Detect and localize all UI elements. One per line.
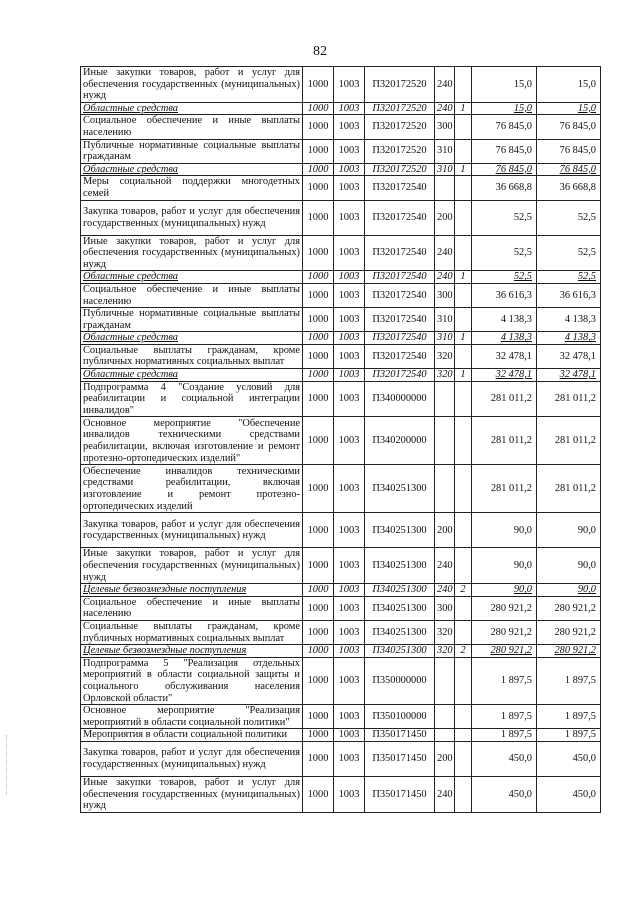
- cell-value-2: 52,5: [537, 235, 601, 271]
- cell-pr: 1003: [334, 369, 365, 382]
- cell-vr: 240: [435, 235, 455, 271]
- cell-vr: 320: [435, 369, 455, 382]
- cell-rz: 1000: [303, 235, 334, 271]
- cell-vr: [435, 417, 455, 465]
- cell-pr: 1003: [334, 344, 365, 368]
- cell-value-1: 76 845,0: [472, 139, 537, 163]
- cell-pr: 1003: [334, 465, 365, 513]
- cell-name: Подпрограмма 4 "Создание условий для реабилитации и социальной интеграции инвалидов": [81, 381, 303, 417]
- cell-vr: 320: [435, 645, 455, 658]
- cell-pr: 1003: [334, 705, 365, 729]
- page-number: 82: [313, 44, 327, 59]
- cell-value-2: 52,5: [537, 271, 601, 284]
- table-row: [81, 332, 601, 345]
- cell-rz: 1000: [303, 67, 334, 103]
- budget-table: [80, 66, 601, 813]
- cell-src: [455, 548, 472, 584]
- cell-csr: П320172540: [365, 344, 435, 368]
- cell-src: [455, 705, 472, 729]
- cell-csr: П350171450: [365, 729, 435, 742]
- cell-csr: П320172540: [365, 200, 435, 235]
- cell-value-2: 76 845,0: [537, 139, 601, 163]
- cell-value-2: 15,0: [537, 67, 601, 103]
- cell-value-2: 450,0: [537, 741, 601, 776]
- cell-value-1: 450,0: [472, 741, 537, 776]
- cell-value-1: 4 138,3: [472, 332, 537, 345]
- cell-vr: 310: [435, 139, 455, 163]
- cell-rz: 1000: [303, 705, 334, 729]
- cell-src: [455, 139, 472, 163]
- cell-value-1: 450,0: [472, 776, 537, 812]
- cell-vr: [435, 729, 455, 742]
- cell-value-2: 76 845,0: [537, 115, 601, 139]
- cell-vr: [435, 381, 455, 417]
- cell-name: Закупка товаров, работ и услуг для обеспечения государственных (муниципальных) нужд: [81, 200, 303, 235]
- cell-value-2: 280 921,2: [537, 596, 601, 620]
- cell-value-1: 32 478,1: [472, 344, 537, 368]
- cell-rz: 1000: [303, 369, 334, 382]
- cell-rz: 1000: [303, 139, 334, 163]
- cell-csr: П320172520: [365, 115, 435, 139]
- cell-value-2: 1 897,5: [537, 657, 601, 704]
- cell-name: Областные средства: [81, 271, 303, 284]
- cell-value-1: 90,0: [472, 513, 537, 548]
- cell-value-2: 36 616,3: [537, 283, 601, 307]
- cell-name: Публичные нормативные социальные выплаты гражданам: [81, 139, 303, 163]
- table-row: [81, 283, 601, 307]
- cell-value-1: 1 897,5: [472, 705, 537, 729]
- cell-src: [455, 513, 472, 548]
- cell-vr: 200: [435, 513, 455, 548]
- cell-src: [455, 381, 472, 417]
- table-row: [81, 621, 601, 645]
- cell-pr: 1003: [334, 67, 365, 103]
- table-row: [81, 176, 601, 200]
- cell-name: Областные средства: [81, 163, 303, 176]
- cell-pr: 1003: [334, 283, 365, 307]
- cell-pr: 1003: [334, 776, 365, 812]
- cell-value-2: 281 011,2: [537, 417, 601, 465]
- cell-value-1: 90,0: [472, 548, 537, 584]
- cell-pr: 1003: [334, 332, 365, 345]
- table-row: [81, 465, 601, 513]
- cell-value-2: 90,0: [537, 548, 601, 584]
- cell-csr: П320172520: [365, 163, 435, 176]
- cell-vr: 300: [435, 283, 455, 307]
- cell-value-1: 15,0: [472, 102, 537, 115]
- table-row: [81, 729, 601, 742]
- cell-pr: 1003: [334, 657, 365, 704]
- cell-value-1: 1 897,5: [472, 729, 537, 742]
- cell-vr: 320: [435, 344, 455, 368]
- cell-name: Подпрограмма 5 "Реализация отдельных мероприятий в области социальной защиты и социального обслуживания населения Орловской области": [81, 657, 303, 704]
- cell-src: [455, 465, 472, 513]
- cell-value-2: 281 011,2: [537, 381, 601, 417]
- cell-vr: 300: [435, 115, 455, 139]
- cell-csr: П340200000: [365, 417, 435, 465]
- cell-csr: П320172540: [365, 308, 435, 332]
- table-row: [81, 548, 601, 584]
- cell-vr: 240: [435, 548, 455, 584]
- cell-vr: 310: [435, 308, 455, 332]
- cell-value-2: 52,5: [537, 200, 601, 235]
- table-row: [81, 163, 601, 176]
- table-row: [81, 417, 601, 465]
- cell-vr: [435, 465, 455, 513]
- table-row: [81, 645, 601, 658]
- table-row: [81, 776, 601, 812]
- cell-name: Основное мероприятие "Обеспечение инвалидов техническими средствами реабилитации, включая изготовление и ремонт протезно-ортопедических изделий": [81, 417, 303, 465]
- cell-value-1: 52,5: [472, 235, 537, 271]
- cell-vr: 300: [435, 596, 455, 620]
- cell-name: Областные средства: [81, 332, 303, 345]
- cell-value-2: 4 138,3: [537, 332, 601, 345]
- cell-rz: 1000: [303, 741, 334, 776]
- table-row: [81, 369, 601, 382]
- cell-name: Основное мероприятие "Реализация мероприятий в области социальной политики": [81, 705, 303, 729]
- cell-value-2: 90,0: [537, 513, 601, 548]
- cell-csr: П350171450: [365, 741, 435, 776]
- cell-src: [455, 621, 472, 645]
- cell-rz: 1000: [303, 115, 334, 139]
- cell-value-1: 281 011,2: [472, 417, 537, 465]
- cell-name: Иные закупки товаров, работ и услуг для обеспечения государственных (муниципальных) нужд: [81, 235, 303, 271]
- cell-src: [455, 308, 472, 332]
- cell-name: Меры социальной поддержки многодетных семей: [81, 176, 303, 200]
- cell-vr: [435, 705, 455, 729]
- cell-src: 2: [455, 584, 472, 597]
- cell-vr: 310: [435, 332, 455, 345]
- cell-csr: П340251300: [365, 596, 435, 620]
- cell-src: [455, 283, 472, 307]
- table-row: [81, 741, 601, 776]
- cell-vr: 200: [435, 741, 455, 776]
- cell-value-1: 36 616,3: [472, 283, 537, 307]
- cell-rz: 1000: [303, 657, 334, 704]
- cell-pr: 1003: [334, 235, 365, 271]
- cell-src: [455, 200, 472, 235]
- cell-pr: 1003: [334, 513, 365, 548]
- cell-value-2: 4 138,3: [537, 308, 601, 332]
- cell-csr: П320172540: [365, 283, 435, 307]
- cell-name: Социальные выплаты гражданам, кроме публичных нормативных социальных выплат: [81, 344, 303, 368]
- cell-src: [455, 741, 472, 776]
- table-row: [81, 584, 601, 597]
- table-row: [81, 705, 601, 729]
- cell-rz: 1000: [303, 283, 334, 307]
- cell-src: 1: [455, 332, 472, 345]
- cell-csr: П350100000: [365, 705, 435, 729]
- cell-value-1: 15,0: [472, 67, 537, 103]
- cell-csr: П320172540: [365, 176, 435, 200]
- cell-pr: 1003: [334, 417, 365, 465]
- cell-value-2: 90,0: [537, 584, 601, 597]
- cell-vr: 240: [435, 776, 455, 812]
- cell-pr: 1003: [334, 548, 365, 584]
- cell-value-1: 36 668,8: [472, 176, 537, 200]
- cell-csr: П350171450: [365, 776, 435, 812]
- cell-src: [455, 67, 472, 103]
- cell-vr: 310: [435, 163, 455, 176]
- cell-vr: 320: [435, 621, 455, 645]
- cell-rz: 1000: [303, 176, 334, 200]
- cell-pr: 1003: [334, 381, 365, 417]
- cell-value-1: 52,5: [472, 200, 537, 235]
- cell-name: Социальные выплаты гражданам, кроме публичных нормативных социальных выплат: [81, 621, 303, 645]
- cell-name: Целевые безвозмездные поступления: [81, 584, 303, 597]
- cell-pr: 1003: [334, 308, 365, 332]
- cell-src: 1: [455, 369, 472, 382]
- cell-src: [455, 417, 472, 465]
- cell-rz: 1000: [303, 729, 334, 742]
- cell-value-2: 15,0: [537, 102, 601, 115]
- cell-vr: [435, 176, 455, 200]
- cell-csr: П320172520: [365, 139, 435, 163]
- cell-csr: П340251300: [365, 621, 435, 645]
- cell-csr: П340251300: [365, 548, 435, 584]
- cell-rz: 1000: [303, 332, 334, 345]
- cell-pr: 1003: [334, 729, 365, 742]
- table-row: [81, 200, 601, 235]
- table-row: [81, 271, 601, 284]
- scan-margin-mark: [6, 735, 8, 795]
- cell-csr: П350000000: [365, 657, 435, 704]
- table-row: [81, 381, 601, 417]
- cell-value-1: 52,5: [472, 271, 537, 284]
- cell-src: [455, 596, 472, 620]
- cell-value-2: 450,0: [537, 776, 601, 812]
- cell-name: Обеспечение инвалидов техническими средствами реабилитации, включая изготовление и ремонт протезно-ортопедических изделий: [81, 465, 303, 513]
- cell-csr: П320172520: [365, 102, 435, 115]
- cell-name: Иные закупки товаров, работ и услуг для обеспечения государственных (муниципальных) нужд: [81, 67, 303, 103]
- cell-src: [455, 657, 472, 704]
- cell-csr: П320172540: [365, 271, 435, 284]
- cell-name: Социальное обеспечение и иные выплаты населению: [81, 115, 303, 139]
- cell-vr: 240: [435, 102, 455, 115]
- cell-pr: 1003: [334, 102, 365, 115]
- cell-value-1: 281 011,2: [472, 465, 537, 513]
- table-row: [81, 513, 601, 548]
- cell-name: Мероприятия в области социальной политики: [81, 729, 303, 742]
- cell-vr: 200: [435, 200, 455, 235]
- cell-rz: 1000: [303, 344, 334, 368]
- cell-value-1: 281 011,2: [472, 381, 537, 417]
- cell-src: [455, 776, 472, 812]
- cell-src: 1: [455, 102, 472, 115]
- cell-pr: 1003: [334, 741, 365, 776]
- table-row: [81, 308, 601, 332]
- cell-pr: 1003: [334, 176, 365, 200]
- cell-rz: 1000: [303, 308, 334, 332]
- cell-src: 1: [455, 271, 472, 284]
- cell-value-2: 76 845,0: [537, 163, 601, 176]
- cell-rz: 1000: [303, 417, 334, 465]
- table-body: [81, 67, 601, 813]
- cell-pr: 1003: [334, 584, 365, 597]
- cell-name: Иные закупки товаров, работ и услуг для обеспечения государственных (муниципальных) нужд: [81, 548, 303, 584]
- cell-csr: П320172540: [365, 235, 435, 271]
- cell-rz: 1000: [303, 584, 334, 597]
- cell-rz: 1000: [303, 102, 334, 115]
- cell-csr: П320172540: [365, 369, 435, 382]
- cell-rz: 1000: [303, 465, 334, 513]
- cell-name: Закупка товаров, работ и услуг для обеспечения государственных (муниципальных) нужд: [81, 513, 303, 548]
- cell-value-1: 90,0: [472, 584, 537, 597]
- cell-rz: 1000: [303, 200, 334, 235]
- table-row: [81, 344, 601, 368]
- cell-pr: 1003: [334, 139, 365, 163]
- cell-value-2: 280 921,2: [537, 645, 601, 658]
- cell-src: [455, 729, 472, 742]
- cell-src: [455, 176, 472, 200]
- cell-value-2: 1 897,5: [537, 729, 601, 742]
- cell-name: Закупка товаров, работ и услуг для обеспечения государственных (муниципальных) нужд: [81, 741, 303, 776]
- cell-name: Областные средства: [81, 369, 303, 382]
- cell-rz: 1000: [303, 271, 334, 284]
- cell-src: 1: [455, 163, 472, 176]
- cell-value-2: 32 478,1: [537, 344, 601, 368]
- table-row: [81, 596, 601, 620]
- cell-pr: 1003: [334, 621, 365, 645]
- cell-value-1: 76 845,0: [472, 115, 537, 139]
- cell-rz: 1000: [303, 163, 334, 176]
- cell-pr: 1003: [334, 115, 365, 139]
- cell-csr: П340000000: [365, 381, 435, 417]
- cell-vr: 240: [435, 271, 455, 284]
- table-row: [81, 657, 601, 704]
- cell-vr: 240: [435, 67, 455, 103]
- cell-value-2: 280 921,2: [537, 621, 601, 645]
- cell-name: Областные средства: [81, 102, 303, 115]
- cell-pr: 1003: [334, 271, 365, 284]
- cell-src: [455, 115, 472, 139]
- cell-rz: 1000: [303, 513, 334, 548]
- cell-csr: П340251300: [365, 645, 435, 658]
- cell-name: Социальное обеспечение и иные выплаты населению: [81, 596, 303, 620]
- cell-pr: 1003: [334, 200, 365, 235]
- cell-rz: 1000: [303, 645, 334, 658]
- cell-value-2: 36 668,8: [537, 176, 601, 200]
- cell-name: Целевые безвозмездные поступления: [81, 645, 303, 658]
- cell-value-1: 32 478,1: [472, 369, 537, 382]
- cell-csr: П340251300: [365, 584, 435, 597]
- cell-value-1: 280 921,2: [472, 596, 537, 620]
- cell-rz: 1000: [303, 381, 334, 417]
- cell-name: Иные закупки товаров, работ и услуг для обеспечения государственных (муниципальных) нужд: [81, 776, 303, 812]
- cell-value-1: 280 921,2: [472, 645, 537, 658]
- cell-csr: П340251300: [365, 513, 435, 548]
- table-row: [81, 67, 601, 103]
- cell-value-2: 281 011,2: [537, 465, 601, 513]
- cell-csr: П320172540: [365, 332, 435, 345]
- table-row: [81, 102, 601, 115]
- table-row: [81, 139, 601, 163]
- cell-name: Социальное обеспечение и иные выплаты населению: [81, 283, 303, 307]
- cell-src: [455, 344, 472, 368]
- cell-value-1: 280 921,2: [472, 621, 537, 645]
- cell-value-2: 1 897,5: [537, 705, 601, 729]
- cell-src: 2: [455, 645, 472, 658]
- cell-vr: 240: [435, 584, 455, 597]
- cell-rz: 1000: [303, 776, 334, 812]
- cell-value-2: 32 478,1: [537, 369, 601, 382]
- cell-vr: [435, 657, 455, 704]
- table-row: [81, 115, 601, 139]
- cell-pr: 1003: [334, 163, 365, 176]
- cell-src: [455, 235, 472, 271]
- cell-name: Публичные нормативные социальные выплаты гражданам: [81, 308, 303, 332]
- cell-rz: 1000: [303, 596, 334, 620]
- cell-value-1: 4 138,3: [472, 308, 537, 332]
- cell-csr: П320172520: [365, 67, 435, 103]
- table-row: [81, 235, 601, 271]
- cell-csr: П340251300: [365, 465, 435, 513]
- cell-pr: 1003: [334, 596, 365, 620]
- cell-value-1: 76 845,0: [472, 163, 537, 176]
- cell-rz: 1000: [303, 621, 334, 645]
- cell-rz: 1000: [303, 548, 334, 584]
- cell-pr: 1003: [334, 645, 365, 658]
- cell-value-1: 1 897,5: [472, 657, 537, 704]
